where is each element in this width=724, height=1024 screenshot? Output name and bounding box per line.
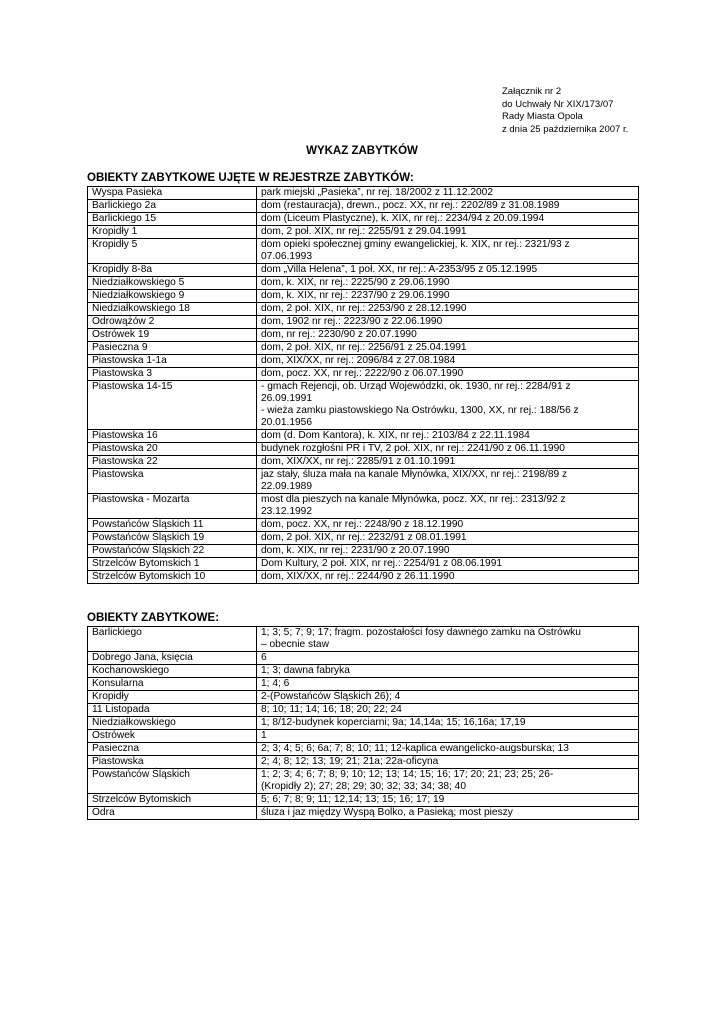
description-line: dom, pocz. XX, nr rej.: 2248/90 z 18.12.1990 [261, 519, 464, 530]
table-row [88, 545, 639, 558]
description-cell [257, 443, 639, 456]
other-monuments-heading: OBIEKTY ZABYTKOWE: [87, 612, 220, 624]
description-cell [257, 704, 639, 717]
description-line: 2-(Powstańców Śląskich 26); 4 [261, 691, 401, 702]
description-cell [257, 381, 639, 430]
location-cell: Powstańców Śląskich 11 [88, 519, 257, 532]
description-line: 2; 4; 8; 12; 13; 19; 21; 21a; 22a-oficyna [261, 756, 439, 767]
description-cell [257, 717, 639, 730]
attachment-note [502, 86, 628, 136]
description-line: dom, XIX/XX, nr rej.: 2096/84 z 27.08.1984 [261, 355, 456, 366]
table-row [88, 665, 639, 678]
table-row [88, 226, 639, 239]
description-cell [257, 213, 639, 226]
location-cell: Odrowążów 2 [88, 316, 257, 329]
table-row [88, 456, 639, 469]
description-cell [257, 355, 639, 368]
table-row [88, 329, 639, 342]
description-cell [257, 264, 639, 277]
description-cell [257, 571, 639, 584]
description-cell [257, 627, 639, 652]
description-cell [257, 730, 639, 743]
description-line: dom, XIX/XX, nr rej.: 2244/90 z 26.11.1990 [261, 571, 455, 582]
description-line: dom, k. XIX, nr rej.: 2225/90 z 29.06.1990 [261, 277, 450, 288]
location-cell: Barlickiego 2a [88, 200, 257, 213]
table-row [88, 532, 639, 545]
description-cell [257, 469, 639, 494]
attachment-note-line: z dnia 25 października 2007 r. [502, 123, 629, 135]
description-line: dom, 1902 nr rej.: 2223/90 z 22.06.1990 [261, 316, 443, 327]
location-cell: Piastowska [88, 756, 257, 769]
description-cell [257, 303, 639, 316]
description-line: dom (Liceum Plastyczne), k. XIX, nr rej.: 2234/94 z 20.09.1994 [261, 213, 545, 224]
location-cell: Barlickiego 15 [88, 213, 257, 226]
location-cell: Odra [88, 807, 257, 820]
location-cell: Kochanowskiego [88, 665, 257, 678]
location-cell: Powstańców Śląskich [88, 769, 257, 794]
location-cell: Piastowska 1-1a [88, 355, 257, 368]
description-cell [257, 239, 639, 264]
location-cell: Konsularna [88, 678, 257, 691]
other-monuments-table [87, 626, 639, 820]
table-row [88, 316, 639, 329]
description-cell [257, 329, 639, 342]
attachment-note-line: Załącznik nr 2 [502, 86, 562, 97]
table-row [88, 558, 639, 571]
description-line: 1; 2; 3; 4; 6; 7; 8; 9; 10; 12; 13; 14; 15; 16; 17; 20; 21; 23; 25; 26- [261, 769, 554, 780]
location-cell: Ostrówek [88, 730, 257, 743]
table-row [88, 264, 639, 277]
description-cell [257, 743, 639, 756]
location-cell: Piastowska 14-15 [88, 381, 257, 430]
table-row [88, 730, 639, 743]
location-cell: Piastowska 22 [88, 456, 257, 469]
description-line: dom „Villa Helena”, 1 poł. XX, nr rej.: A-2353/95 z 05.12.1995 [261, 264, 538, 275]
table-row [88, 469, 639, 494]
description-cell [257, 652, 639, 665]
location-cell: 11 Listopada [88, 704, 257, 717]
description-line: park miejski „Pasieka”, nr rej. 18/2002 z 11.12.2002 [261, 187, 493, 198]
table-row [88, 794, 639, 807]
description-line: dom (restauracja), drewn., pocz. XX, nr rej.: 2202/89 z 31.08.1989 [261, 200, 560, 211]
description-line: dom, 2 poł. XIX, nr rej.: 2253/90 z 28.12.1990 [261, 303, 467, 314]
description-line: 1; 4; 6 [261, 678, 290, 689]
table-row [88, 704, 639, 717]
table-row [88, 627, 639, 652]
location-cell: Ostrówek 19 [88, 329, 257, 342]
table-row [88, 519, 639, 532]
description-cell [257, 665, 639, 678]
location-cell: Piastowska - Mozarta [88, 494, 257, 519]
description-cell [257, 456, 639, 469]
table-row [88, 571, 639, 584]
description-cell [257, 290, 639, 303]
location-cell: Wyspa Pasieka [88, 187, 257, 200]
location-cell: Niedziałkowskiego 18 [88, 303, 257, 316]
description-line: dom opieki społecznej gminy ewangelickiej, k. XIX, nr rej.: 2321/93 z [261, 239, 570, 250]
description-cell [257, 226, 639, 239]
description-line: dom, 2 poł. XIX, nr rej.: 2232/91 z 08.01.1991 [261, 532, 467, 543]
table-row [88, 717, 639, 730]
description-cell [257, 678, 639, 691]
description-line: 1; 8/12-budynek koperciarni; 9a; 14,14a; 15; 16,16a; 17,19 [261, 717, 526, 728]
location-cell: Dobrego Jana, księcia [88, 652, 257, 665]
table-row [88, 678, 639, 691]
description-line: dom, k. XIX, nr rej.: 2237/90 z 29.06.1990 [261, 290, 450, 301]
description-line: śluza i jaz między Wyspą Bolko, a Pasieką; most pieszy [261, 807, 513, 818]
location-cell: Strzelców Bytomskich [88, 794, 257, 807]
registered-monuments-table [87, 186, 639, 584]
description-line: dom, 2 poł. XIX, nr rej.: 2256/91 z 25.04.1991 [261, 342, 467, 353]
description-cell [257, 430, 639, 443]
table-row [88, 290, 639, 303]
description-cell [257, 794, 639, 807]
description-line: 6 [261, 652, 267, 663]
description-cell [257, 494, 639, 519]
description-line: dom (d. Dom Kantora), k. XIX, nr rej.: 2103/84 z 22.11.1984 [261, 430, 530, 441]
description-line: dom, pocz. XX, nr rej.: 2222/90 z 06.07.1990 [261, 368, 464, 379]
table-row [88, 691, 639, 704]
description-line: dom, 2 poł. XIX, nr rej.: 2255/91 z 29.04.1991 [261, 226, 467, 237]
description-line: 22.09.1989 [261, 481, 312, 492]
description-line: 23.12.1992 [261, 506, 312, 517]
description-line: dom, k. XIX, nr rej.: 2231/90 z 20.07.1990 [261, 545, 450, 556]
table-row [88, 743, 639, 756]
location-cell: Piastowska [88, 469, 257, 494]
description-line: (Kropidły 2); 27; 28; 29; 30; 32; 33; 34; 38; 40 [261, 781, 467, 792]
location-cell: Powstańców Śląskich 22 [88, 545, 257, 558]
description-cell [257, 316, 639, 329]
description-cell [257, 277, 639, 290]
table-row [88, 187, 639, 200]
location-cell: Powstańców Śląskich 19 [88, 532, 257, 545]
location-cell: Kropidły 8-8a [88, 264, 257, 277]
table-row [88, 430, 639, 443]
location-cell: Kropidły 5 [88, 239, 257, 264]
description-cell [257, 558, 639, 571]
description-cell [257, 532, 639, 545]
table-row [88, 277, 639, 290]
location-cell: Piastowska 16 [88, 430, 257, 443]
location-cell: Niedziałkowskiego 5 [88, 277, 257, 290]
location-cell: Pasieczna [88, 743, 257, 756]
table-row [88, 443, 639, 456]
description-line: 2; 3; 4; 5; 6; 6a; 7; 8; 10; 11; 12-kaplica ewangelicko-augsburska; 13 [261, 743, 569, 754]
description-line: budynek rozgłośni PR i TV, 2 poł. XIX, nr rej.: 2241/90 z 06.11.1990 [261, 443, 565, 454]
table-row [88, 807, 639, 820]
description-line: 26.09.1991 [261, 393, 312, 404]
location-cell: Piastowska 20 [88, 443, 257, 456]
description-line: jaz stały, śluza mała na kanale Młynówka, XIX/XX, nr rej.: 2198/89 z [261, 469, 568, 480]
description-cell [257, 187, 639, 200]
attachment-note-line: do Uchwały Nr XIX/173/07 [502, 98, 614, 110]
table-row [88, 494, 639, 519]
description-line: most dla pieszych na kanale Młynówka, pocz. XX, nr rej.: 2313/92 z [261, 494, 566, 505]
description-line: 20.01.1956 [261, 417, 312, 428]
table-row [88, 342, 639, 355]
description-cell [257, 545, 639, 558]
description-line: 5; 6; 7; 8; 9; 11; 12,14; 13; 15; 16; 17; 19 [261, 794, 445, 805]
description-cell [257, 756, 639, 769]
location-cell: Pasieczna 9 [88, 342, 257, 355]
location-cell: Strzelców Bytomskich 1 [88, 558, 257, 571]
location-cell: Niedziałkowskiego 9 [88, 290, 257, 303]
registered-monuments-heading: OBIEKTY ZABYTKOWE UJĘTE W REJESTRZE ZABYTKÓW: [87, 172, 414, 184]
description-line: 8; 10; 11; 14; 16; 18; 20; 22; 24 [261, 704, 402, 715]
document-title: WYKAZ ZABYTKÓW [306, 145, 418, 157]
description-cell [257, 519, 639, 532]
description-line: dom, XIX/XX, nr rej.: 2285/91 z 01.10.1991 [261, 456, 456, 467]
description-cell [257, 807, 639, 820]
table-row [88, 769, 639, 794]
description-cell [257, 200, 639, 213]
description-line: dom, nr rej.: 2230/90 z 20.07.1990 [261, 329, 417, 340]
table-row [88, 756, 639, 769]
description-line: - gmach Rejencji, ob. Urząd Wojewódzki, ok. 1930, nr rej.: 2284/91 z [261, 381, 571, 392]
description-line: 1; 3; 5; 7; 9; 17; fragm. pozostałości fosy dawnego zamku na Ostrówku [261, 627, 581, 638]
location-cell: Kropidły 1 [88, 226, 257, 239]
table-row [88, 368, 639, 381]
description-line: 07.06.1993 [261, 251, 312, 262]
description-line: Dom Kultury, 2 poł. XIX, nr rej.: 2254/91 z 08.06.1991 [261, 558, 503, 569]
description-cell [257, 368, 639, 381]
table-row [88, 213, 639, 226]
table-row [88, 381, 639, 430]
location-cell: Strzelców Bytomskich 10 [88, 571, 257, 584]
location-cell: Piastowska 3 [88, 368, 257, 381]
description-line: 1 [261, 730, 267, 741]
location-cell: Niedziałkowskiego [88, 717, 257, 730]
table-row [88, 303, 639, 316]
attachment-note-line: Rady Miasta Opola [502, 111, 583, 122]
location-cell: Kropidły [88, 691, 257, 704]
table-row [88, 355, 639, 368]
description-cell [257, 769, 639, 794]
description-line: - wieża zamku piastowskiego Na Ostrówku, 1300, XX, nr rej.: 188/56 z [261, 405, 579, 416]
description-cell [257, 691, 639, 704]
location-cell: Barlickiego [88, 627, 257, 652]
description-cell [257, 342, 639, 355]
description-line: 1; 3; dawna fabryka [261, 665, 350, 676]
table-row [88, 239, 639, 264]
description-line: – obecnie staw [261, 639, 329, 650]
table-row [88, 200, 639, 213]
table-row [88, 652, 639, 665]
